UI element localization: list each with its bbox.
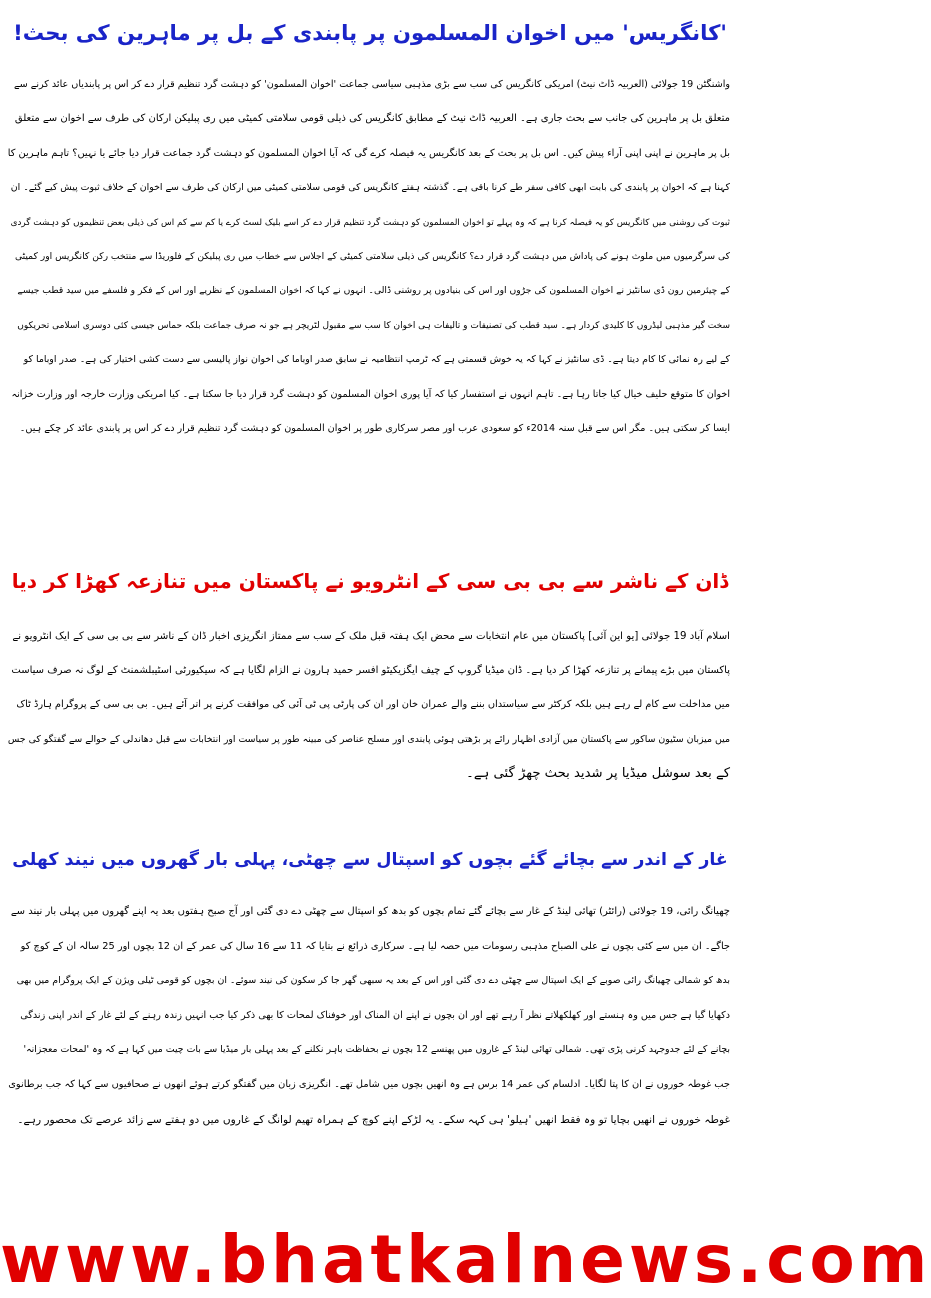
article-line: ثبوت کی روشنی میں کانگریس کو یہ فیصلہ کرنا ہے کہ وہ پہلے تو اخوان المسلمون کو دہشت گرد تنظیم قرار دے کر اسے بلیک لسٹ کرے یا کم سے کم اس کی ذیلی بعض تنظیموں کو دہشت گردی — [10, 217, 730, 228]
article-line: بچانے کے لئے جدوجہد کرنی پڑی تھی۔ شمالی تھائی لینڈ کے غاروں میں پھنسے 12 بچوں نے بحفاظت باہر نکلنے کے بعد پہلی بار میڈیا سے بات چیت میں کہا ہے کہ وہ 'لمحات معجزانہ' — [23, 1044, 730, 1056]
article-line: ایسا کر سکتی ہیں۔ مگر اس سے قبل سنہ 2014ء کو سعودی عرب اور مصر سرکاری طور پر اخوان المسلمون کو دہشت گرد تنظیم قرار دے کر اس پر پابندی عائد کر چکے ہیں۔ — [19, 422, 730, 434]
article-dawn-bbc — [8, 620, 730, 830]
article-line: سخت گیر مذہبی لیڈروں کا کلیدی کردار ہے۔ سید قطب کی تصنیفات و تالیفات ہی اخوان کا سب سے مقبول لٹریچر ہے جو نہ صرف جماعت بلکہ حماس جیسی کئی دوسری اسلامی تحریکوں — [17, 320, 730, 331]
article-line: چھیانگ رائی، 19 جولائی (رائٹر) تھائی لینڈ کے غار سے بچائے گئے تمام بچوں کو بدھ کو اسپتال سے چھٹی دے دی گئی اور آج صبح ہفتوں بعد یہ اپنے گھروں میں پہلی بار نیند سے — [10, 906, 730, 917]
article-line: کہنا ہے کہ اخوان پر پابندی کی بابت ابھی کافی سفر طے کرنا باقی ہے۔ گذشتہ ہفتے کانگریس کی قومی سلامتی کمیٹی میں ارکان کی طرف سے اخوان کے خلاف ثبوت پیش کیے گئے۔ ان — [10, 182, 730, 194]
headline-thai-cave-boys: غار کے اندر سے بچائے گئے بچوں کو اسپتال سے چھٹی، پہلی بار گھروں میں نیند کھلی — [12, 850, 728, 870]
article-line: کے لیے رہ نمائی کا کام دیتا ہے۔ ڈی سانٹیز نے کہا کہ یہ خوش قسمتی ہے کہ ٹرمپ انتظامیہ نے سابق صدر اوباما کی اخوان نواز پالیسی سے دست کشی اختیار کی ہے۔ صدر اوباما کو — [23, 354, 730, 366]
article-line: میں میزبان سٹیون ساکور سے پاکستان میں آزادی اظہار رائے پر بڑھتی ہوئی پابندی اور مسلح عناصر کی مبینہ طور پر سیاست اور انتخابات سے قبل دھاندلی کے حوالے سے گفتگو کی جس — [7, 733, 730, 745]
article-line: واشنگٹن 19 جولائی (العربیہ ڈاٹ نیٹ) امریکی کانگریس کی سب سے بڑی مذہبی سیاسی جماعت 'اخوان المسلمون' کو دہشت گرد تنظیم قرار دے کر اس پر پابندیاں عائد کرنے سے — [13, 79, 730, 90]
article-line: دکھایا گیا ہے جس میں وہ ہنستے اور کھلکھلاتے نظر آ رہے تھے اور ان بچوں نے اپنے ان المناک اور خوفناک لمحات کا بھی ذکر کیا جب انہیں زندہ رہنے کے لئے غار کے اندر اپنی زندگی — [20, 1009, 730, 1021]
article-line: جب غوطہ خوروں نے ان کا پتا لگایا۔ ادلسام کی عمر 14 برس ہے وہ انھیں بچوں میں شامل تھے۔ انگریزی زبان میں گفتگو کرتے ہوئے انھوں نے صحافیوں سے کہا کہ جب برطانوی — [8, 1078, 730, 1090]
article-line: متعلق بل پر ماہرین کی جانب سے بحث جاری ہے۔ العربیہ ڈاٹ نیٹ کے مطابق کانگریس کی ذیلی قومی سلامتی کمیٹی میں ری پبلیکن ارکان کی طرف سے اخوان سے متعلق — [14, 113, 730, 125]
article-line: اسلام آباد 19 جولائی [یو این آئی] پاکستان میں عام انتخابات سے محض ایک ہفتہ قبل ملک کے سب سے ممتاز انگریزی اخبار ڈان کے ناشر سے بی بی سی کے ایک انٹرویو نے — [12, 631, 730, 642]
article-line: میں مداخلت سے کام لے رہے ہیں بلکہ کرکٹر سے سیاستداں بننے والے عمران خان اور ان کی پارٹی پی ٹی آئی کی موافقت کرنے پر اتر آئے ہیں۔ بی بی سی کے پروگرام ہارڈ ٹاک — [16, 699, 730, 711]
article-line: اخوان کا متوقع حلیف خیال کیا جاتا رہا ہے۔ تاہم انہوں نے استفسار کیا کہ آیا پوری اخوان المسلمون کو دہشت گرد قرار دیا جا سکتا ہے۔ کیا امریکی وزارت خارجہ اور وزارت خزانہ — [11, 388, 730, 400]
article-line: کے چیئرمین رون ڈی سانٹیز نے اخوان المسلمون کی جڑوں اور اس کی بنیادوں پر روشنی ڈالی۔ انہوں نے کہا کہ اخوان المسلمون کے نظریے اور اس کے فکر و فلسفے میں سید قطب جیسے — [17, 285, 730, 297]
article-line: کے بعد سوشل میڈیا پر شدید بحث چھڑ گئی ہے۔ — [466, 765, 730, 781]
article-thai-cave-boys — [8, 895, 730, 1225]
article-line: جاگے۔ ان میں سے کئی بچوں نے علی الصباح مذہبی رسومات میں حصہ لیا ہے۔ سرکاری ذرائع نے بتایا کہ 11 سے 16 سال کی عمر کے ان 12 بچوں اور 25 سالہ ان کے کوچ کو — [20, 940, 730, 952]
article-line: بدھ کو شمالی چھیانگ رائی صوبے کے ایک اسپتال سے چھٹی دے دی گئی اور اس کے بعد یہ سبھی گھر جا کر سکون کی نیند سوئے۔ ان بچوں کو قومی ٹیلی ویژن کے ایک پروگرام میں بھی — [16, 975, 730, 987]
headline-congress-ikhwan: 'کانگریس' میں اخوان المسلمون پر پابندی کے بل پر ماہرین کی بحث! — [13, 20, 727, 45]
article-line: بل پر ماہرین نے اپنی اپنی آراء پیش کیں۔ اس بل پر بحث کے بعد کانگریس یہ فیصلہ کرے گی کہ آیا اخوان المسلمون کو دہشت گرد جماعت قرار دیا جائے یا نہیں؟ تاہم ماہرین کا — [7, 147, 730, 159]
article-line: کی سرگرمیوں میں ملوث ہونے کی پاداش میں دہشت گرد قرار دے؟ کانگریس کی ذیلی سلامتی کمیٹی کے اجلاس سے خطاب میں ری پبلیکن کے فلوریڈا سے منتخب رکن کانگریس اور کمیٹی — [14, 250, 730, 262]
article-congress-ikhwan — [8, 68, 730, 550]
article-line: غوطہ خوروں نے انھیں بچایا تو وہ فقط انھیں 'ہیلو' ہی کہہ سکے۔ یہ لڑکے اپنے کوچ کے ہمراہ تھیم لوانگ کے غاروں میں دو ہفتے سے زائد عرصے تک محصور رہے۔ — [17, 1113, 730, 1126]
site-watermark-link[interactable]: www.bhatkalnews.com — [0, 1221, 931, 1298]
headline-dawn-bbc: ڈان کے ناشر سے بی بی سی کے انٹرویو نے پاکستان میں تنازعہ کھڑا کر دیا — [11, 569, 729, 593]
article-line: پاکستان میں بڑے پیمانے پر تنازعہ کھڑا کر دیا ہے۔ ڈان میڈیا گروپ کے چیف ایگزیکیٹو افسر حمید ہارون نے الزام لگایا ہے کہ سیکیورٹی اسٹیبلشمنٹ کے لوگ نہ صرف سیاست — [11, 665, 730, 677]
